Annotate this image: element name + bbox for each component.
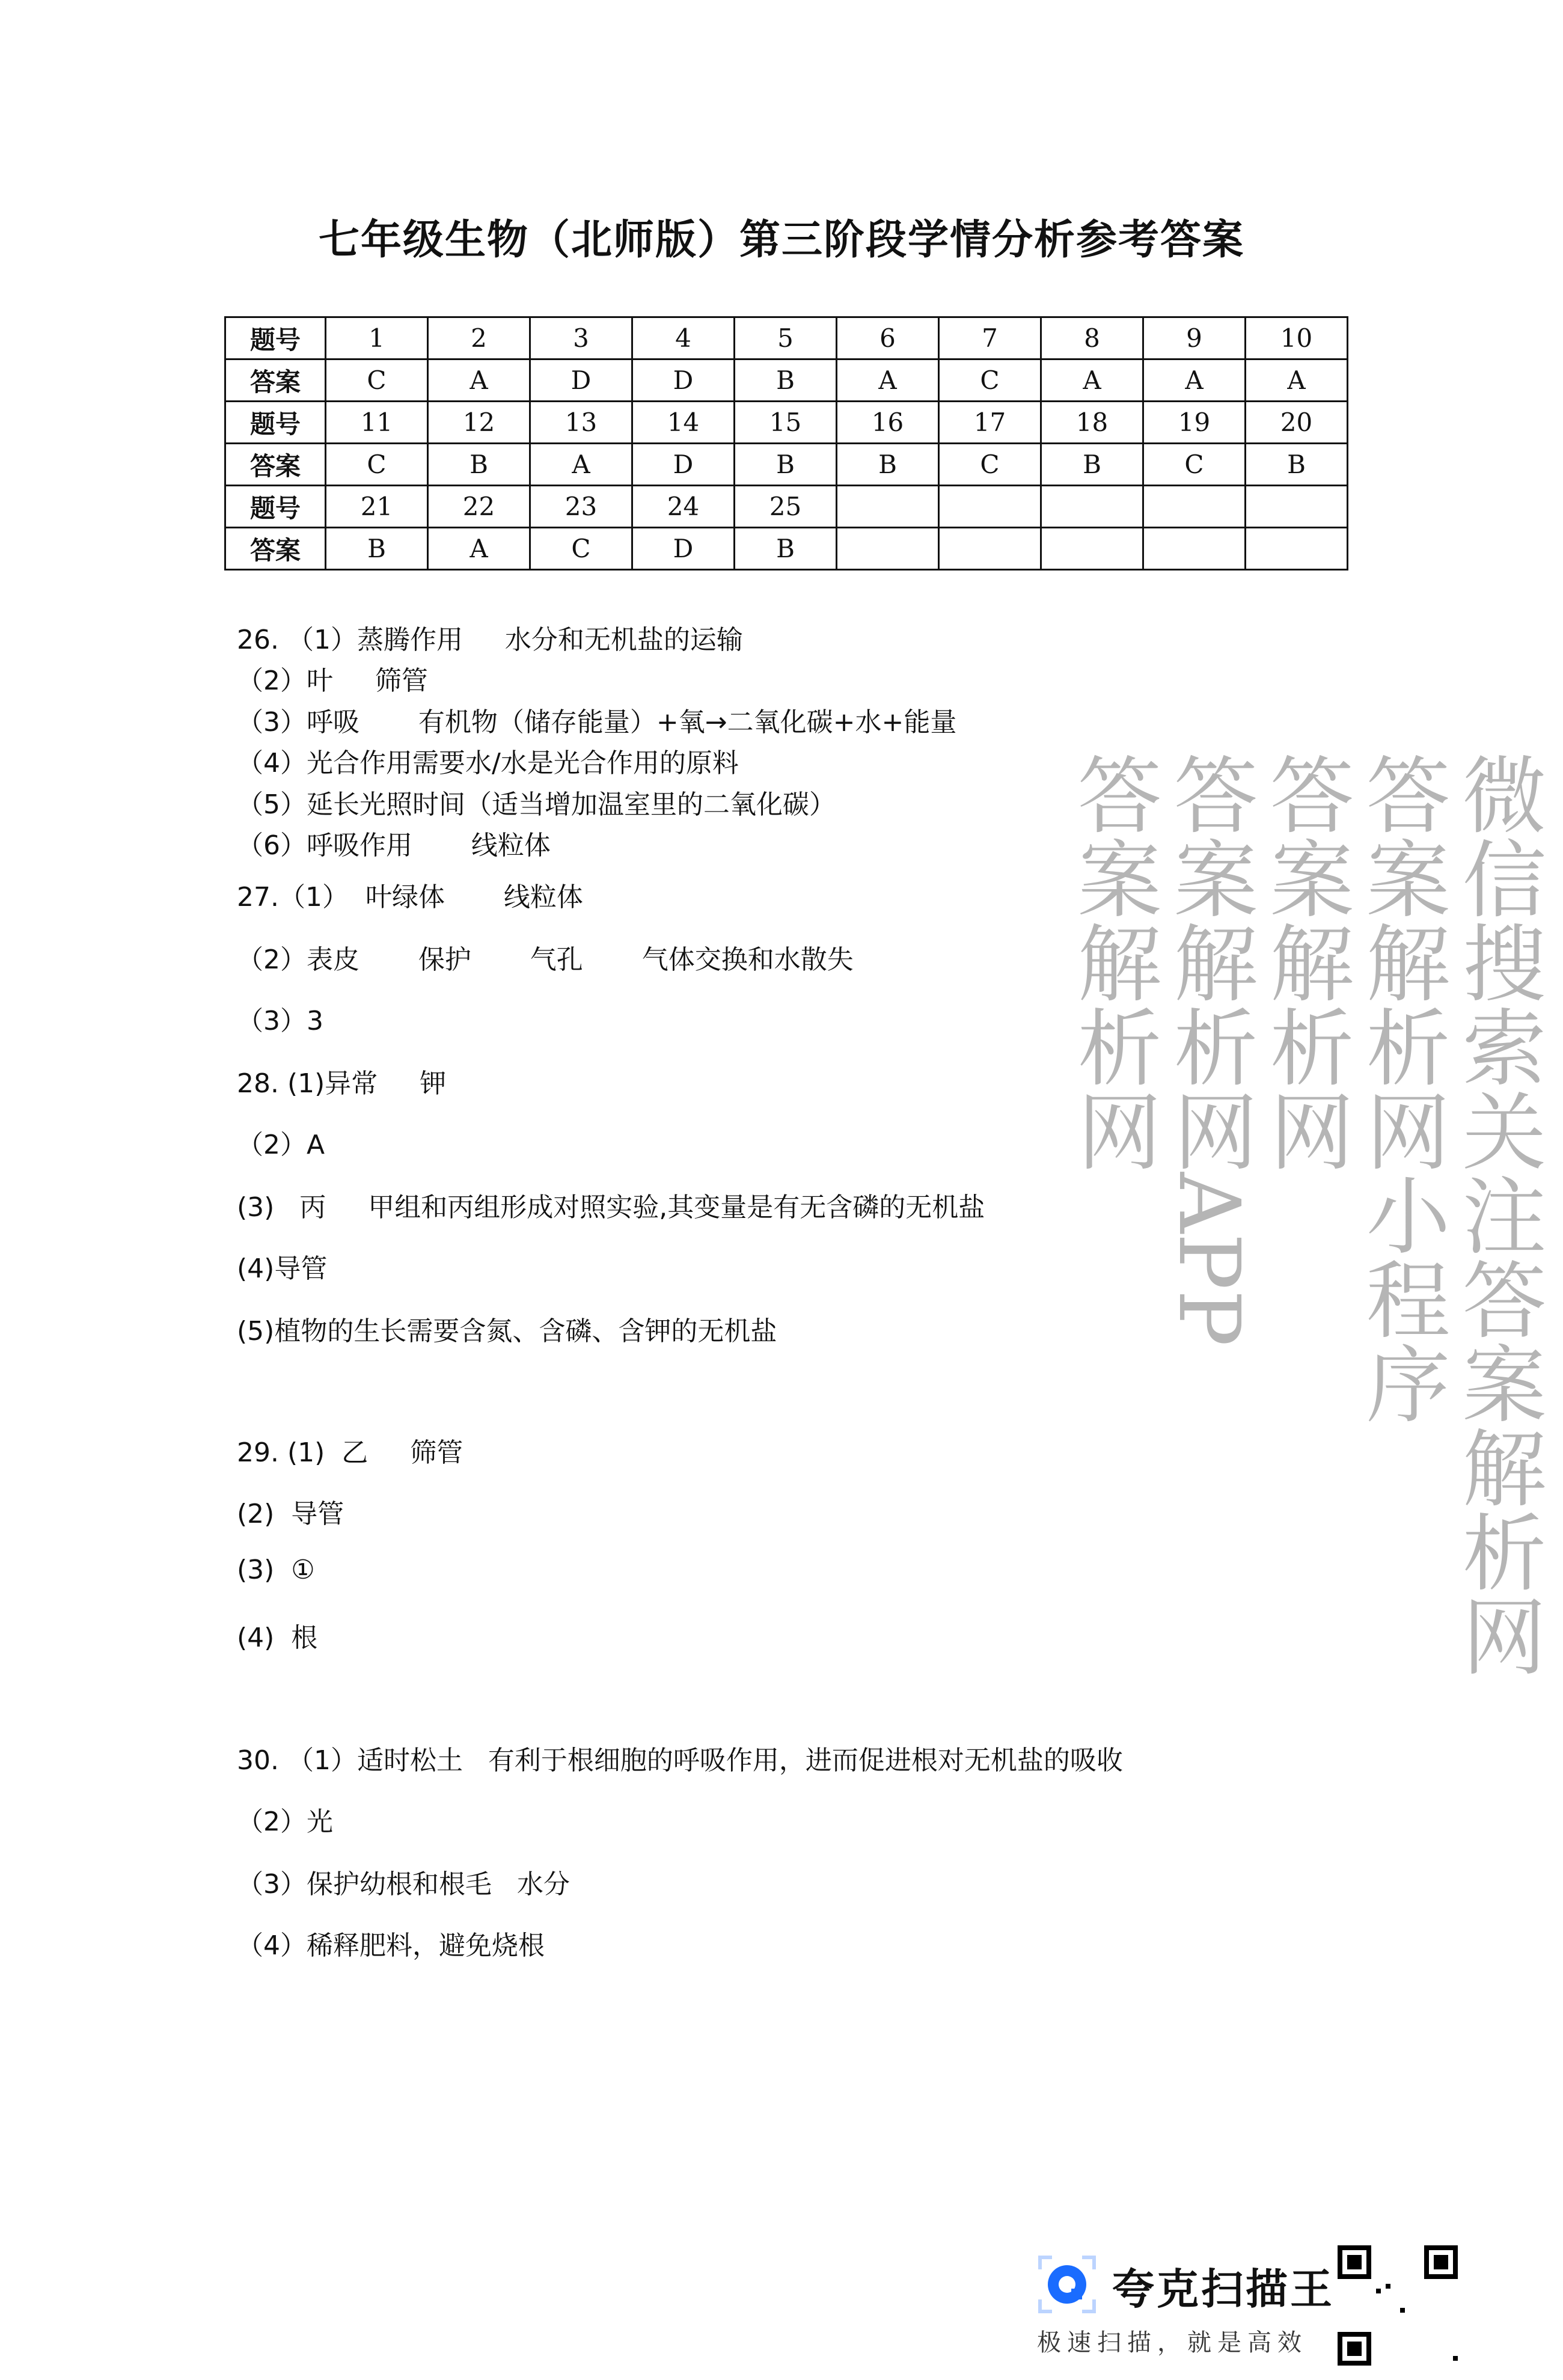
watermark: 答案解析网 — [1063, 751, 1161, 1172]
table-cell: 20 — [1246, 402, 1348, 444]
table-cell — [837, 528, 939, 570]
table-cell: D — [632, 359, 735, 402]
table-cell: C — [326, 444, 428, 486]
answer-line: （2）叶 筛管 — [237, 665, 428, 696]
table-row — [225, 402, 1348, 444]
table-cell: A — [1143, 359, 1246, 402]
table-cell: 2 — [428, 317, 530, 359]
scanner-logo-icon — [1034, 2251, 1100, 2317]
table-cell: D — [530, 359, 632, 402]
watermark: 微信搜索关注答案解析网 — [1448, 751, 1546, 1677]
table-cell: 21 — [326, 486, 428, 528]
answer-line: （2）表皮 保护 气孔 气体交换和水散失 — [237, 944, 854, 975]
table-cell: 6 — [837, 317, 939, 359]
table-row — [225, 444, 1348, 486]
table-cell — [939, 528, 1041, 570]
table-cell: A — [837, 359, 939, 402]
table-row — [225, 317, 1348, 359]
answer-line: (4) 根 — [237, 1623, 318, 1653]
qr-code-icon — [1338, 2245, 1458, 2366]
answer-line: （3）呼吸 有机物（储存能量）+氧→二氧化碳+水+能量 — [237, 707, 957, 738]
table-cell: B — [735, 528, 837, 570]
table-cell: C — [939, 444, 1041, 486]
table-cell: 8 — [1041, 317, 1143, 359]
table-cell — [1041, 486, 1143, 528]
table-cell: 19 — [1143, 402, 1246, 444]
table-cell: 18 — [1041, 402, 1143, 444]
table-cell: 3 — [530, 317, 632, 359]
table-cell: 10 — [1246, 317, 1348, 359]
answer-table — [224, 316, 1348, 571]
answer-line: （4）稀释肥料，避免烧根 — [237, 1930, 545, 1961]
answer-line: 28. (1)异常 钾 — [237, 1068, 447, 1099]
table-cell: C — [530, 528, 632, 570]
answer-line: 27.（1） 叶绿体 线粒体 — [237, 882, 583, 913]
table-row — [225, 528, 1348, 570]
answer-line: 30. （1）适时松土 有利于根细胞的呼吸作用，进而促进根对无机盐的吸收 — [237, 1745, 1123, 1776]
table-cell: 24 — [632, 486, 735, 528]
answer-line: 26. （1）蒸腾作用 水分和无机盐的运输 — [237, 625, 743, 655]
answer-line: （4）光合作用需要水/水是光合作用的原料 — [237, 748, 739, 779]
answer-line: （3）3 — [237, 1006, 323, 1036]
answer-line: (4)导管 — [237, 1253, 328, 1284]
table-cell: A — [530, 444, 632, 486]
row-header-cell: 答案 — [225, 528, 326, 570]
table-row — [225, 359, 1348, 402]
table-cell: 11 — [326, 402, 428, 444]
table-cell: 25 — [735, 486, 837, 528]
table-cell: 7 — [939, 317, 1041, 359]
table-cell: C — [326, 359, 428, 402]
answer-line: (3) ① — [237, 1555, 315, 1585]
row-header-cell: 答案 — [225, 444, 326, 486]
table-cell: B — [428, 444, 530, 486]
table-cell: A — [428, 359, 530, 402]
table-cell: B — [1246, 444, 1348, 486]
table-cell — [939, 486, 1041, 528]
table-cell — [1246, 528, 1348, 570]
table-cell: B — [326, 528, 428, 570]
table-cell: C — [939, 359, 1041, 402]
table-cell: 1 — [326, 317, 428, 359]
answer-line: （6）呼吸作用 线粒体 — [237, 830, 551, 861]
brand-name: 夸克扫描王 — [1112, 2265, 1335, 2314]
watermark: 答案解析网小程序 — [1352, 751, 1450, 1425]
table-cell — [1041, 528, 1143, 570]
table-cell: 14 — [632, 402, 735, 444]
table-cell: 9 — [1143, 317, 1246, 359]
table-cell — [837, 486, 939, 528]
row-header-cell: 答案 — [225, 359, 326, 402]
table-cell: A — [1246, 359, 1348, 402]
table-cell: 5 — [735, 317, 837, 359]
table-cell: 15 — [735, 402, 837, 444]
answer-line: （5）延长光照时间（适当增加温室里的二氧化碳） — [237, 789, 836, 820]
answer-line: (2) 导管 — [237, 1499, 344, 1529]
table-cell: 16 — [837, 402, 939, 444]
table-cell — [1143, 528, 1246, 570]
table-cell: 4 — [632, 317, 735, 359]
brand-slogan: 极速扫描，就是高效 — [1037, 2329, 1308, 2357]
row-header-cell: 题号 — [225, 486, 326, 528]
table-cell: B — [1041, 444, 1143, 486]
table-cell: 17 — [939, 402, 1041, 444]
table-cell: D — [632, 528, 735, 570]
table-cell: C — [1143, 444, 1246, 486]
table-cell — [1246, 486, 1348, 528]
watermark: 答案解析网APP — [1160, 751, 1258, 1347]
table-cell — [1143, 486, 1246, 528]
answer-line: (5)植物的生长需要含氮、含磷、含钾的无机盐 — [237, 1316, 777, 1347]
row-header-cell: 题号 — [225, 402, 326, 444]
page-title: 七年级生物（北师版）第三阶段学情分析参考答案 — [318, 216, 1244, 264]
answer-line: 29. (1) 乙 筛管 — [237, 1437, 463, 1468]
watermark: 答案解析网 — [1256, 751, 1354, 1172]
table-cell: B — [735, 359, 837, 402]
table-cell: 12 — [428, 402, 530, 444]
table-cell: A — [1041, 359, 1143, 402]
answer-line: (3) 丙 甲组和丙组形成对照实验,其变量是有无含磷的无机盐 — [237, 1192, 985, 1223]
table-cell: D — [632, 444, 735, 486]
table-cell: 22 — [428, 486, 530, 528]
answer-line: （3）保护幼根和根毛 水分 — [237, 1869, 570, 1900]
table-cell: 13 — [530, 402, 632, 444]
table-row — [225, 486, 1348, 528]
table-cell: 23 — [530, 486, 632, 528]
table-cell: A — [428, 528, 530, 570]
row-header-cell: 题号 — [225, 317, 326, 359]
answer-line: （2）A — [237, 1130, 325, 1160]
table-cell: B — [735, 444, 837, 486]
table-cell: B — [837, 444, 939, 486]
answer-line: （2）光 — [237, 1806, 333, 1837]
